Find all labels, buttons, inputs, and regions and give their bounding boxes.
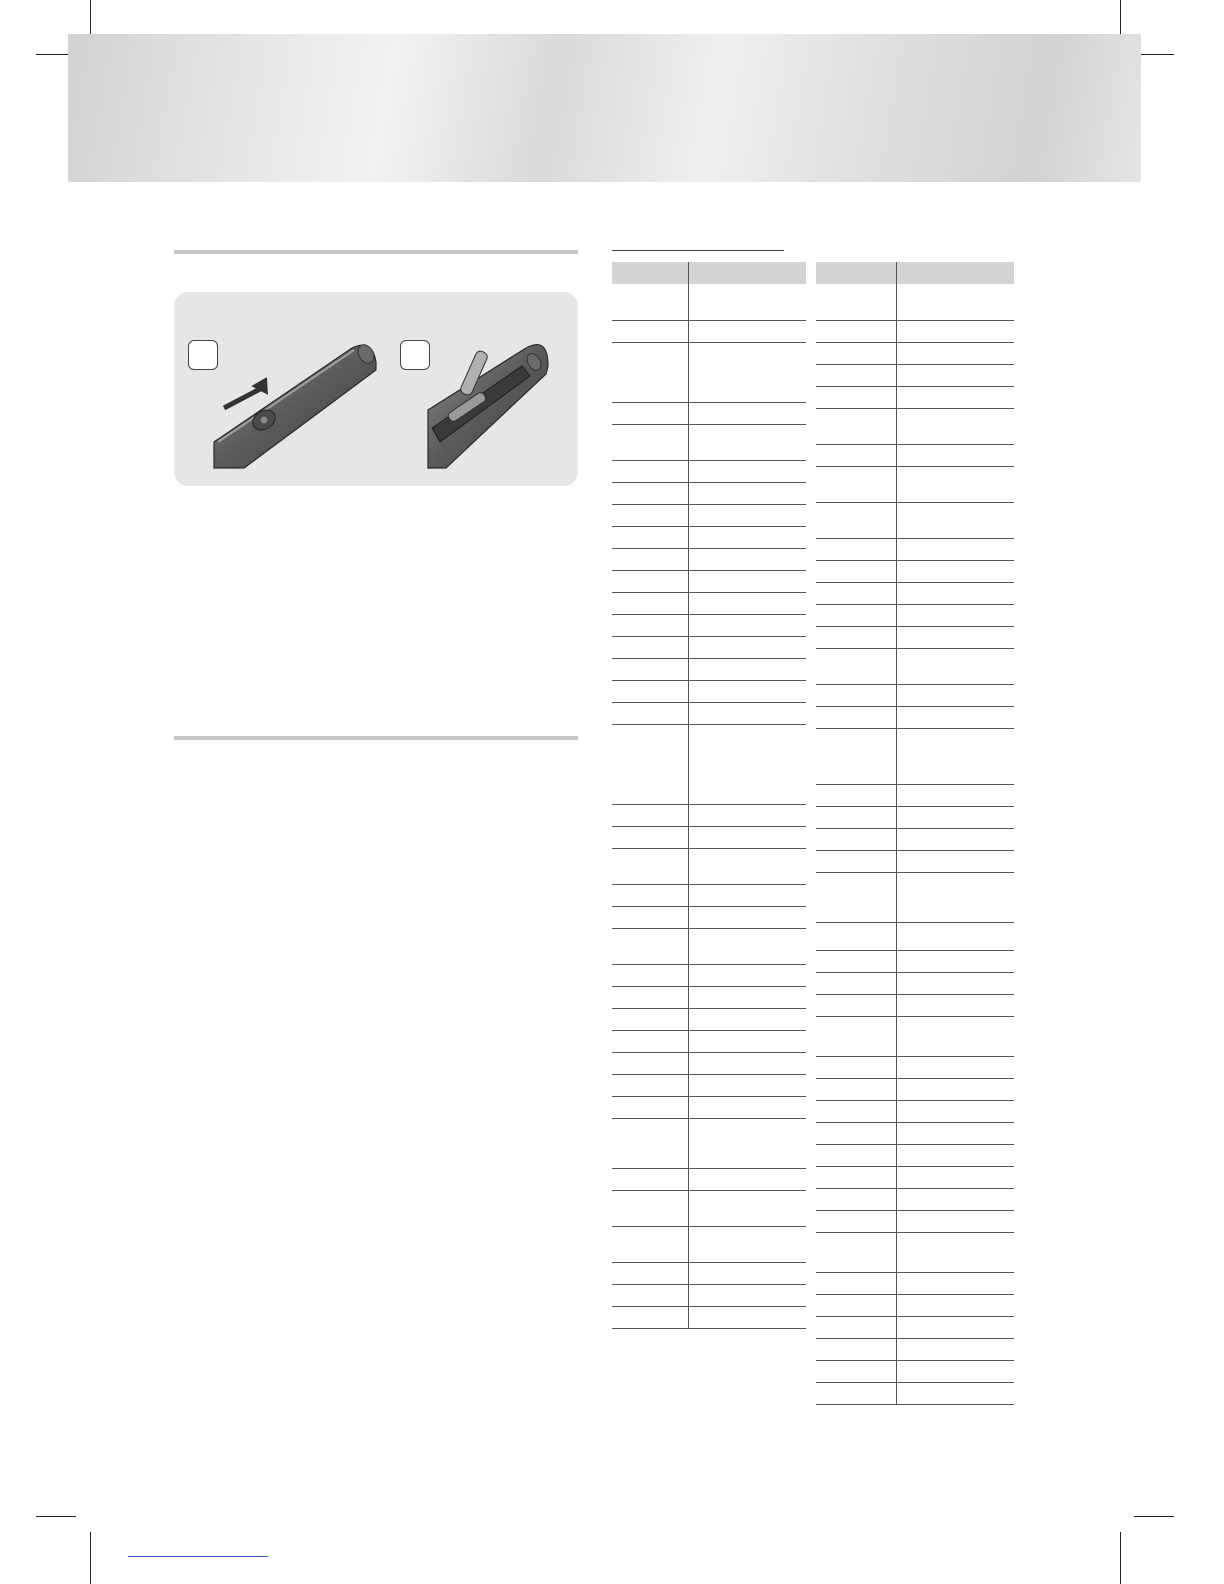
crop-mark (90, 1532, 91, 1584)
table-row (612, 1284, 806, 1285)
table-row (612, 636, 806, 637)
table-row (612, 1306, 806, 1307)
crop-mark (1134, 1516, 1174, 1517)
table-row (816, 1122, 1014, 1123)
table-row (816, 1338, 1014, 1339)
table-row (612, 1262, 806, 1263)
table-row (612, 1226, 806, 1227)
table-row (612, 804, 806, 805)
table-row (612, 826, 806, 827)
table-row (816, 320, 1014, 321)
table-row (816, 972, 1014, 973)
table-row (816, 784, 1014, 785)
crop-mark (1120, 1532, 1121, 1584)
table-row (816, 806, 1014, 807)
table-row (612, 592, 806, 593)
table-row (816, 1272, 1014, 1273)
table-row (816, 1056, 1014, 1057)
table-row (612, 1008, 806, 1009)
table-header (612, 262, 806, 284)
table-row (612, 724, 806, 725)
table-row (612, 1052, 806, 1053)
header-band (68, 34, 1141, 182)
table-row (816, 1360, 1014, 1361)
table-row (816, 364, 1014, 365)
table-row (816, 872, 1014, 873)
table-caption-underline (612, 250, 784, 251)
table-row (816, 408, 1014, 409)
table-header (816, 262, 1014, 284)
table-row (816, 560, 1014, 561)
table-row (816, 1100, 1014, 1101)
table-row (816, 1404, 1014, 1405)
table-row (816, 386, 1014, 387)
table-row (612, 504, 806, 505)
table-row (816, 828, 1014, 829)
table-row (612, 1096, 806, 1097)
table-row (816, 1144, 1014, 1145)
table-row (816, 1016, 1014, 1017)
table-row (612, 460, 806, 461)
table-row (816, 538, 1014, 539)
column-divider (688, 262, 689, 1328)
table-row (612, 848, 806, 849)
table-row (612, 1168, 806, 1169)
brand-code-table-right (816, 262, 1014, 1404)
table-row (612, 526, 806, 527)
table-row (612, 964, 806, 965)
table-row (816, 1316, 1014, 1317)
column-divider (896, 262, 897, 1404)
table-row (816, 626, 1014, 627)
table-row (612, 548, 806, 549)
table-row (612, 1190, 806, 1191)
table-row (816, 444, 1014, 445)
table-row (816, 582, 1014, 583)
brand-code-table-left (612, 262, 806, 1328)
table-row (816, 502, 1014, 503)
table-row (612, 1030, 806, 1031)
table-row (816, 466, 1014, 467)
footer-link[interactable] (128, 1556, 268, 1557)
table-row (612, 482, 806, 483)
battery-illustration-panel (174, 292, 578, 486)
table-row (612, 424, 806, 425)
table-row (816, 1078, 1014, 1079)
table-row (612, 986, 806, 987)
table-row (612, 320, 806, 321)
table-row (816, 1188, 1014, 1189)
table-row (612, 402, 806, 403)
crop-mark (36, 1516, 76, 1517)
table-row (816, 1166, 1014, 1167)
table-row (612, 702, 806, 703)
section-rule (174, 736, 578, 740)
table-row (816, 684, 1014, 685)
table-row (612, 1074, 806, 1075)
table-row (816, 850, 1014, 851)
table-row (612, 1118, 806, 1119)
table-row (816, 1210, 1014, 1211)
table-row (816, 648, 1014, 649)
table-row (612, 342, 806, 343)
section-rule (174, 250, 578, 254)
table-row (612, 884, 806, 885)
table-row (816, 706, 1014, 707)
table-row (816, 342, 1014, 343)
table-row (612, 680, 806, 681)
table-row (816, 1382, 1014, 1383)
table-row (612, 906, 806, 907)
table-row (816, 922, 1014, 923)
table-row (816, 1294, 1014, 1295)
table-row (612, 1328, 806, 1329)
table-row (816, 1232, 1014, 1233)
remote-cover-slide-icon (174, 292, 384, 486)
table-row (816, 950, 1014, 951)
table-row (612, 928, 806, 929)
table-row (816, 604, 1014, 605)
table-row (612, 570, 806, 571)
table-row (816, 728, 1014, 729)
table-row (612, 658, 806, 659)
table-row (612, 614, 806, 615)
table-row (816, 994, 1014, 995)
remote-battery-insert-icon (426, 292, 586, 486)
